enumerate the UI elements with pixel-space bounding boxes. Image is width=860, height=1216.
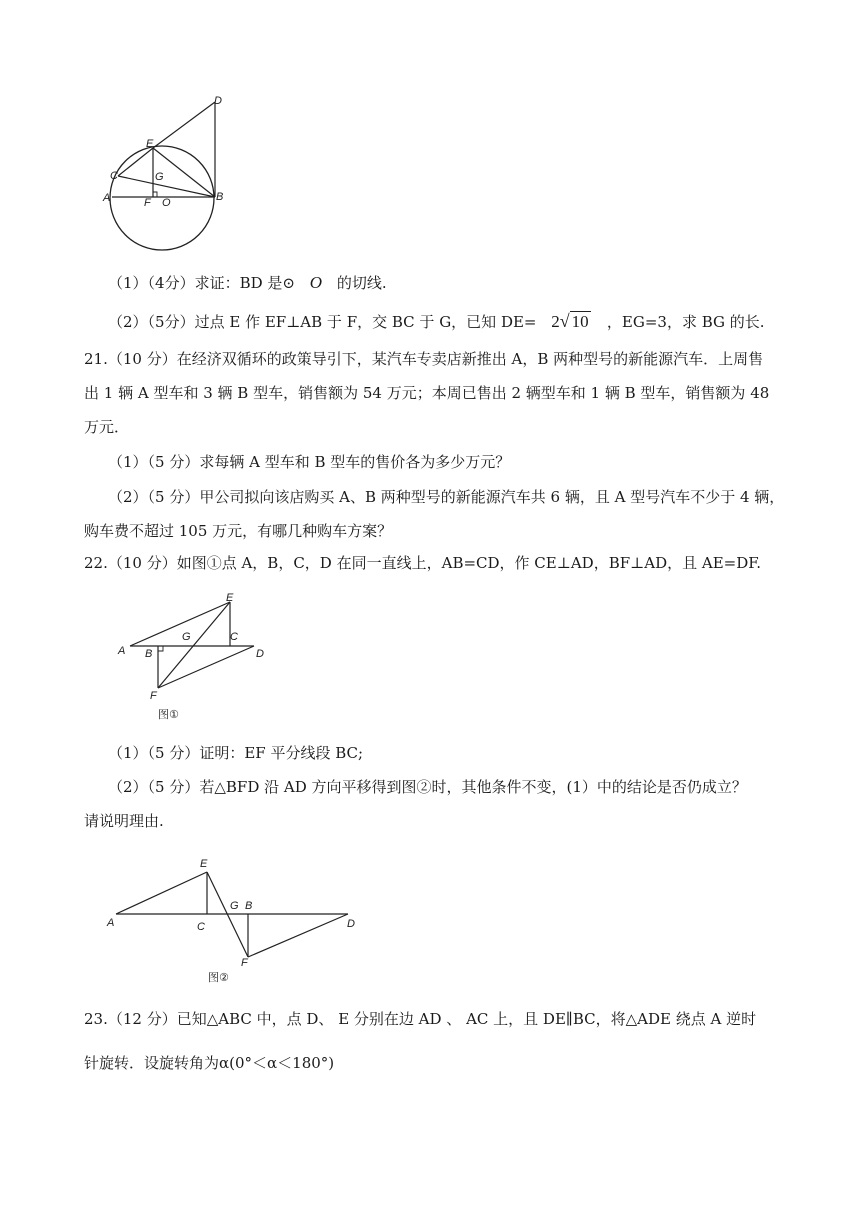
right-angle-mark	[158, 646, 163, 651]
label-d: D	[256, 648, 264, 660]
label-b: B	[245, 900, 253, 912]
label-c: C	[197, 921, 205, 933]
segment-ce	[118, 148, 153, 176]
label-f: F	[150, 690, 157, 702]
q22-part2-line2: 请说明理由.	[84, 812, 164, 830]
label-a: A	[103, 192, 111, 204]
segment-cb	[118, 176, 215, 197]
radical-expression: 2√ 10	[551, 311, 589, 331]
label-b: B	[145, 648, 153, 660]
figure-2-caption: 图②	[208, 971, 229, 984]
figure-1-caption: 图①	[158, 708, 179, 721]
label-d: D	[347, 918, 355, 930]
figure-2-translated	[100, 850, 370, 985]
q22-part2-line1: （2）（5 分）若△BFD 沿 AD 方向平移得到图②时，其他条件不变，(1）中的结论是否仍成立？	[108, 778, 747, 796]
circle-center-var: O	[309, 273, 323, 292]
q21-line2: 出 1 辆 A 型车和 3 辆 B 型车，销售额为 54 万元；本周已售出 2 辆型车和 1 辆 B 型车，销售额为 48	[84, 384, 770, 402]
label-c: C	[110, 170, 118, 182]
q22-part1: （1）（5 分）证明：EF 平分线段 BC;	[108, 744, 364, 762]
right-angle-mark	[153, 192, 157, 197]
label-g: G	[230, 900, 239, 912]
q20-part2: （2）（5分）过点 E 作 EF⊥AB 于 F，交 BC 于 G，已知 DE= 2√ 10 ，EG=3，求 BG 的长.	[108, 311, 765, 331]
label-e: E	[200, 858, 208, 870]
segment-ef	[158, 602, 230, 688]
figure-1-parallelogram	[112, 590, 282, 725]
label-a: A	[118, 645, 126, 657]
circle-tangent-figure	[100, 92, 240, 252]
segment-fd	[248, 914, 348, 957]
label-a: A	[107, 917, 115, 929]
q20-part1: （1）（4分）求证：BD 是⊙ O 的切线.	[108, 273, 387, 292]
label-f: F	[144, 197, 151, 209]
label-g: G	[182, 631, 191, 643]
segment-ae	[130, 602, 230, 646]
sqrt-symbol: √ 10	[559, 311, 589, 331]
label-e: E	[146, 138, 154, 150]
segment-ed	[153, 102, 215, 148]
q21-part2-line2: 购车费不超过 105 万元，有哪几种购车方案？	[84, 522, 393, 540]
label-g: G	[155, 171, 164, 183]
q22-line1: 22.（10 分）如图①点 A，B，C，D 在同一直线上，AB=CD，作 CE⊥AD，BF⊥AD，且 AE=DF.	[84, 554, 762, 572]
label-c: C	[230, 631, 238, 643]
label-f: F	[241, 957, 248, 969]
label-b: B	[216, 191, 224, 203]
q23-line2: 针旋转．设旋转角为α(0°＜α＜180°)	[84, 1054, 335, 1072]
segment-ae	[116, 872, 207, 914]
q21-part1: （1）（5 分）求每辆 A 型车和 B 型车的售价各为多少万元？	[108, 453, 511, 471]
q21-line3: 万元．	[84, 418, 130, 436]
q21-part2-line1: （2）（5 分）甲公司拟向该店购买 A、B 两种型号的新能源汽车共 6 辆，且 A 型号汽车不少于 4 辆，	[108, 488, 785, 506]
q23-line1: 23.（12 分）已知△ABC 中，点 D、 E 分别在边 AD 、 AC 上，且 DE∥BC，将△ADE 绕点 A 逆时	[84, 1010, 757, 1028]
label-o: O	[162, 197, 171, 209]
q21-line1: 21.（10 分）在经济双循环的政策导引下，某汽车专卖店新推出 A，B 两种型号的新能源汽车．上周售	[84, 350, 764, 368]
label-e: E	[226, 592, 234, 604]
label-d: D	[214, 95, 222, 107]
segment-fd	[158, 646, 254, 688]
